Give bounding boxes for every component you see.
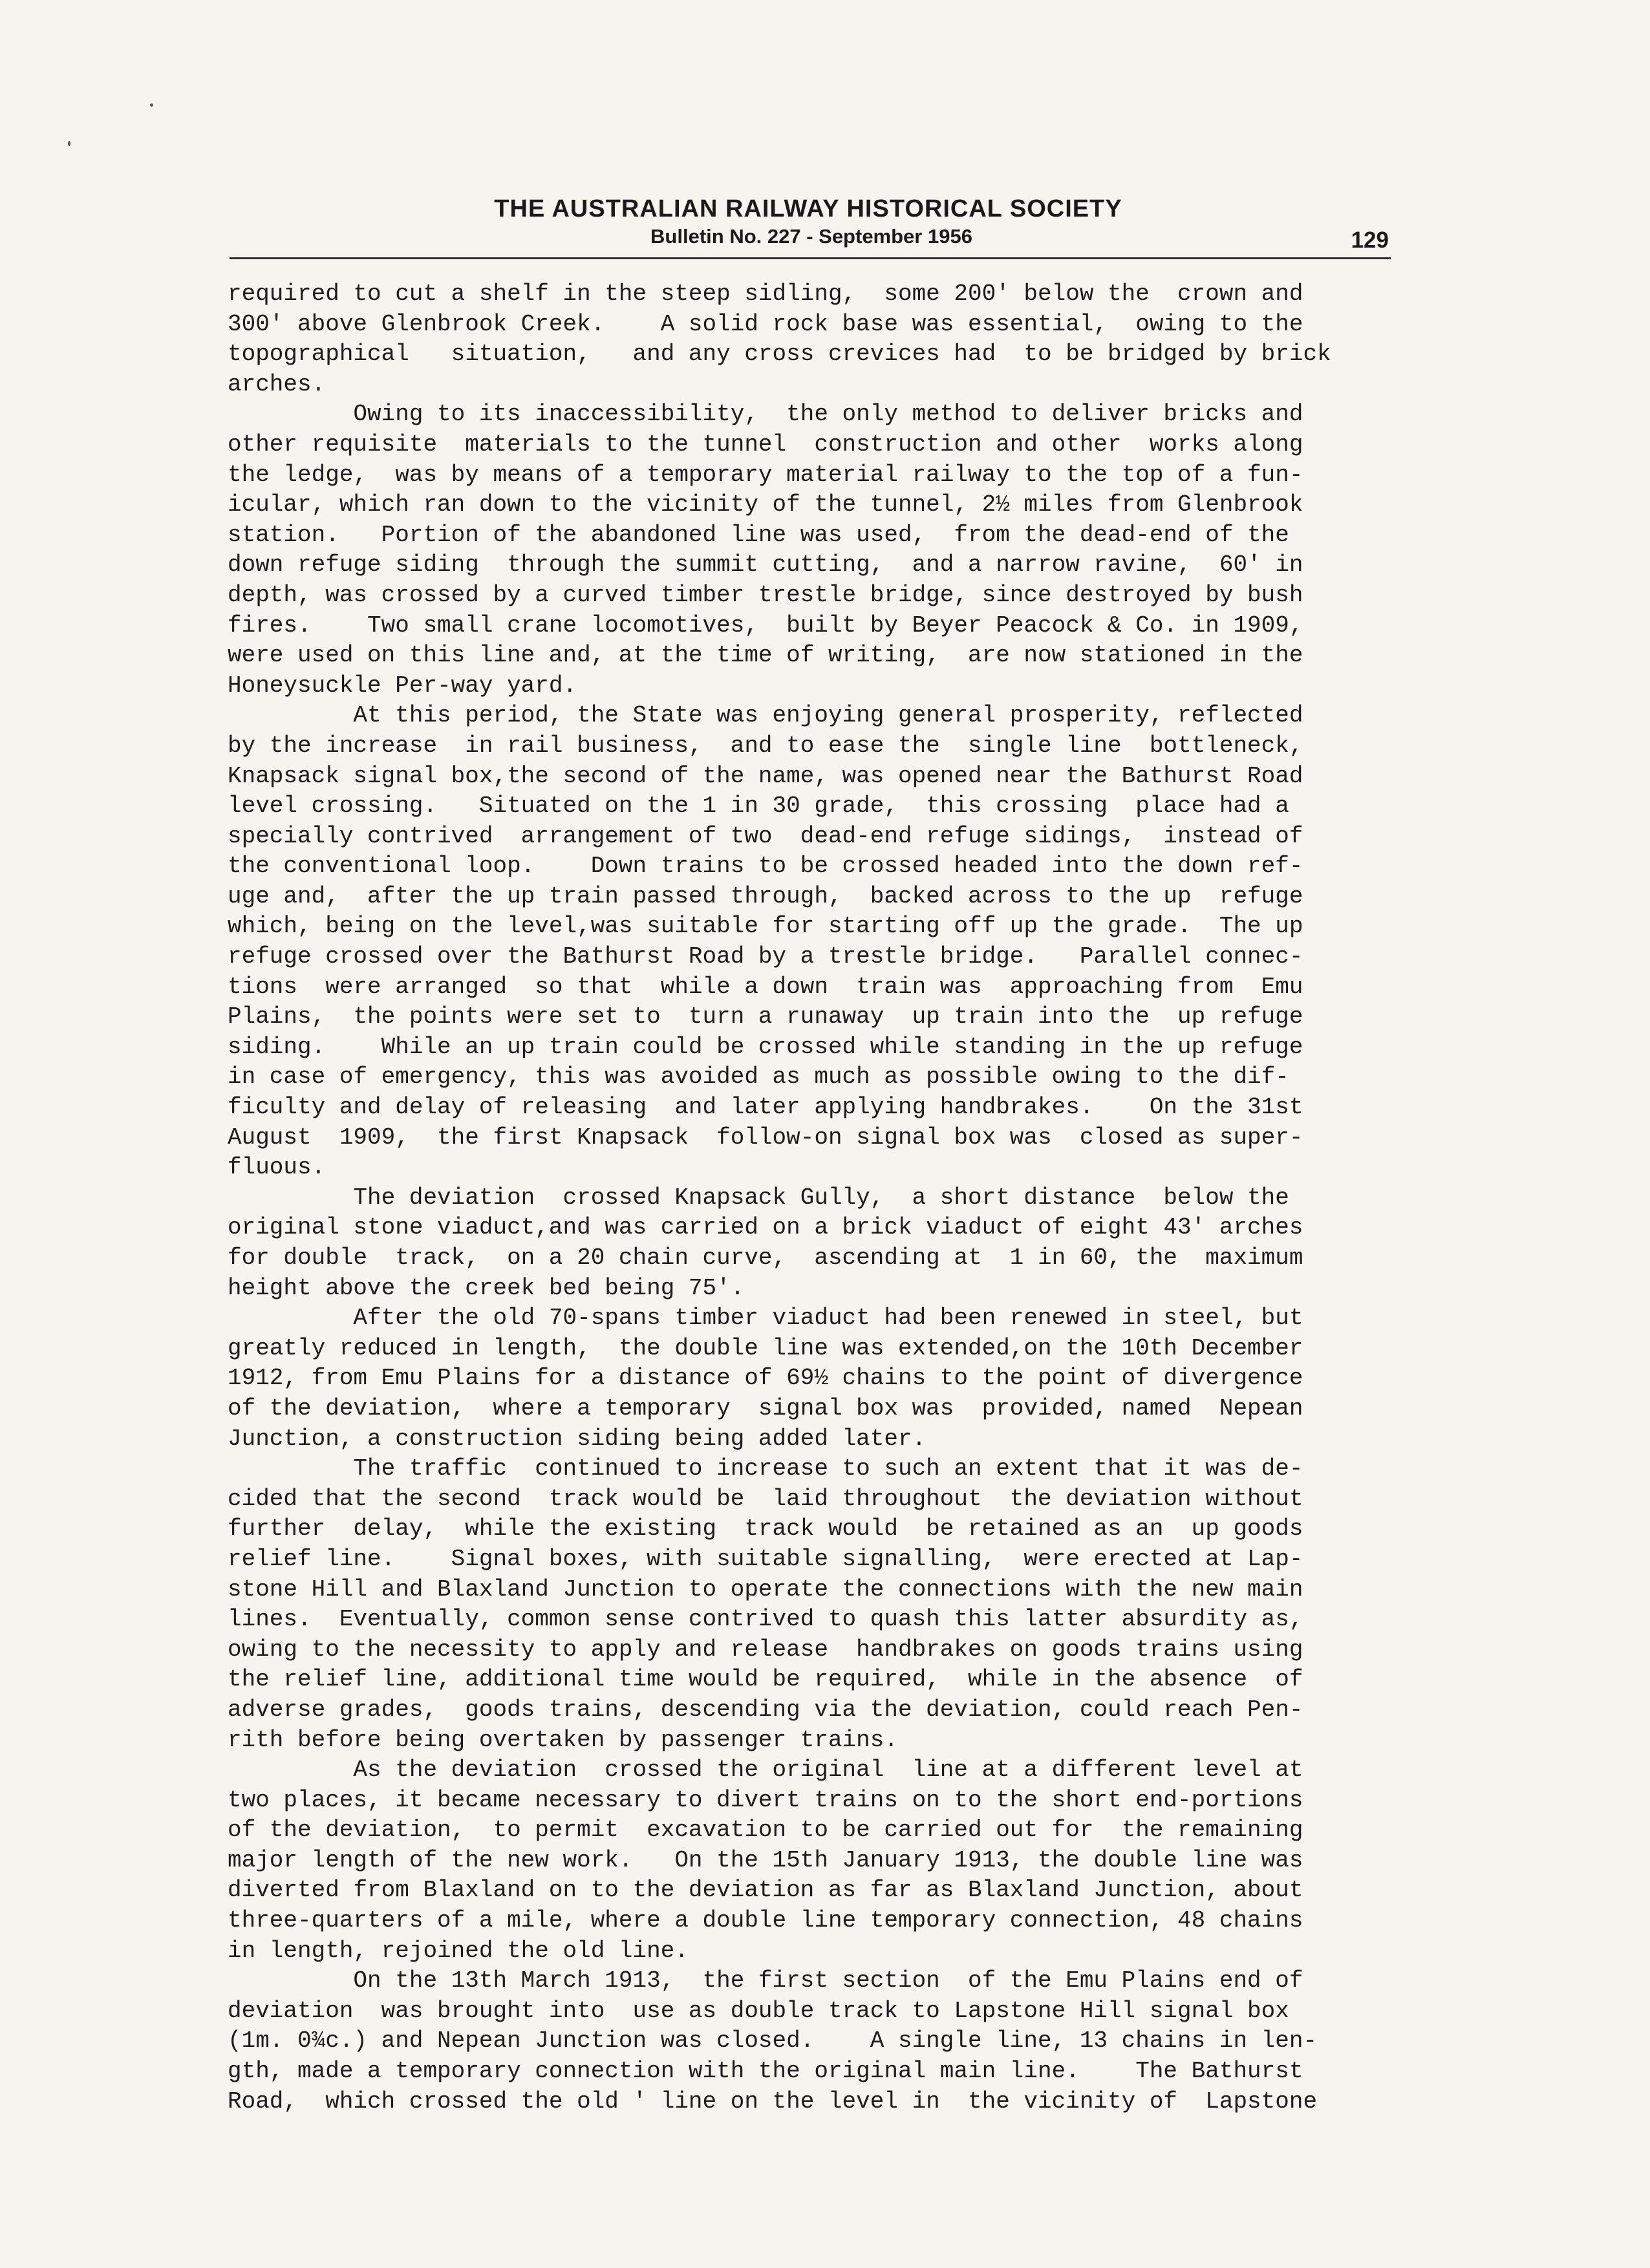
text-line: lines. Eventually, common sense contrived to quash this latter absurdity as,: [228, 1606, 1303, 1633]
text-line: in case of emergency, this was avoided as much as possible owing to the dif-: [228, 1064, 1289, 1091]
text-line: further delay, while the existing track would be retained as an up goods: [228, 1515, 1303, 1543]
text-line: At this period, the State was enjoying general prosperity, reflected: [228, 702, 1303, 729]
scan-speck: [68, 141, 70, 146]
text-line: of the deviation, to permit excavation to be carried out for the remaining: [228, 1817, 1303, 1844]
text-line: down refuge siding through the summit cutting, and a narrow ravine, 60' in: [228, 551, 1303, 579]
text-line: by the increase in rail business, and to ease the single line bottleneck,: [228, 732, 1303, 759]
text-line: major length of the new work. On the 15th January 1913, the double line was: [228, 1846, 1303, 1874]
society-title: THE AUSTRALIAN RAILWAY HISTORICAL SOCIETY: [494, 195, 1122, 222]
text-line: for double track, on a 20 chain curve, ascending at 1 in 60, the maximum: [228, 1245, 1303, 1271]
text-line: The deviation crossed Knapsack Gully, a short distance below the: [228, 1184, 1289, 1211]
text-line: original stone viaduct,and was carried on a brick viaduct of eight 43' arches: [228, 1214, 1303, 1241]
text-line: Plains, the points were set to turn a runaway up train into the up refuge: [228, 1003, 1303, 1031]
text-line: required to cut a shelf in the steep sidling, some 200' below the crown and: [228, 281, 1303, 307]
text-line: height above the creek bed being 75'.: [228, 1274, 745, 1301]
text-line: relief line. Signal boxes, with suitable signalling, were erected at Lap-: [228, 1545, 1303, 1572]
text-line: refuge crossed over the Bathurst Road by a trestle bridge. Parallel connec-: [228, 943, 1303, 970]
text-line: level crossing. Situated on the 1 in 30 grade, this crossing place had a: [228, 793, 1289, 820]
text-line: The traffic continued to increase to such an extent that it was de-: [228, 1455, 1303, 1482]
text-line: uge and, after the up train passed through, backed across to the up refuge: [228, 883, 1303, 910]
text-line: other requisite materials to the tunnel construction and other works along: [228, 431, 1303, 458]
text-line: cided that the second track would be laid throughout the deviation without: [228, 1485, 1303, 1512]
text-line: the relief line, additional time would be required, while in the absence of: [228, 1666, 1303, 1693]
text-line: 1912, from Emu Plains for a distance of 69½ chains to the point of divergence: [228, 1365, 1303, 1392]
text-line: rith before being overtaken by passenger trains.: [228, 1726, 898, 1753]
text-line: tions were arranged so that while a down train was approaching from Emu: [228, 973, 1303, 1000]
text-line: topographical situation, and any cross crevices had to be bridged by brick: [228, 341, 1331, 368]
text-line: of the deviation, where a temporary signal box was provided, named Nepean: [228, 1395, 1303, 1422]
text-line: 300' above Glenbrook Creek. A solid rock base was essential, owing to the: [228, 310, 1303, 337]
text-line: On the 13th March 1913, the first section of the Emu Plains end of: [228, 1967, 1303, 1995]
text-line: were used on this line and, at the time of writing, are now stationed in the: [228, 642, 1303, 669]
text-line: fluous.: [228, 1154, 326, 1181]
text-line: which, being on the level,was suitable for starting off up the grade. The up: [228, 913, 1303, 940]
text-line: greatly reduced in length, the double line was extended,on the 10th December: [228, 1334, 1303, 1362]
text-line: (1m. 0¾c.) and Nepean Junction was closed. A single line, 13 chains in len-: [228, 2027, 1318, 2055]
text-line: Road, which crossed the old ' line on the level in the vicinity of Lapstone: [228, 2088, 1318, 2115]
text-line: As the deviation crossed the original line at a different level at: [228, 1757, 1303, 1784]
text-line: Owing to its inaccessibility, the only method to deliver bricks and: [228, 401, 1303, 428]
text-line: arches.: [228, 370, 326, 398]
text-line: stone Hill and Blaxland Junction to operate the connections with the new main: [228, 1576, 1303, 1603]
text-line: station. Portion of the abandoned line was used, from the dead-end of the: [228, 521, 1289, 548]
scan-speck: [150, 103, 153, 107]
text-line: in length, rejoined the old line.: [228, 1937, 689, 1964]
text-line: diverted from Blaxland on to the deviation as far as Blaxland Junction, about: [228, 1877, 1303, 1904]
text-line: three-quarters of a mile, where a double line temporary connection, 48 chains: [228, 1907, 1303, 1934]
text-line: depth, was crossed by a curved timber trestle bridge, since destroyed by bush: [228, 581, 1303, 608]
text-line: August 1909, the first Knapsack follow-on signal box was closed as super-: [228, 1124, 1303, 1151]
text-line: Knapsack signal box,the second of the name, was opened near the Bathurst Road: [228, 762, 1303, 789]
text-line: siding. While an up train could be crossed while standing in the up refuge: [228, 1033, 1303, 1060]
text-line: specially contrived arrangement of two dead-end refuge sidings, instead of: [228, 822, 1303, 850]
article-body: [228, 279, 1391, 2117]
text-line: fires. Two small crane locomotives, built by Beyer Peacock & Co. in 1909,: [228, 612, 1303, 639]
header-rule: [230, 257, 1391, 259]
bulletin-issue: Bulletin No. 227 - September 1956: [650, 225, 972, 248]
text-line: ficulty and delay of releasing and later applying handbrakes. On the 31st: [228, 1094, 1303, 1121]
page-number: 129: [1351, 228, 1389, 253]
text-line: deviation was brought into use as double track to Lapstone Hill signal box: [228, 1997, 1289, 2024]
text-line: two places, it became necessary to divert trains on to the short end-portions: [228, 1786, 1303, 1813]
text-line: the conventional loop. Down trains to be crossed headed into the down ref-: [228, 853, 1303, 880]
text-line: Junction, a construction siding being added later.: [228, 1425, 927, 1452]
text-line: the ledge, was by means of a temporary material railway to the top of a fun-: [228, 461, 1303, 488]
text-line: After the old 70-spans timber viaduct had been renewed in steel, but: [228, 1305, 1303, 1332]
text-line: adverse grades, goods trains, descending via the deviation, could reach Pen-: [228, 1696, 1303, 1723]
journal-header: [220, 194, 1397, 250]
text-line: icular, which ran down to the vicinity of the tunnel, 2½ miles from Glenbrook: [228, 491, 1303, 519]
text-line: Honeysuckle Per-way yard.: [228, 672, 577, 699]
text-line: gth, made a temporary connection with the original main line. The Bathurst: [228, 2058, 1303, 2085]
text-line: owing to the necessity to apply and release handbrakes on goods trains using: [228, 1636, 1303, 1663]
